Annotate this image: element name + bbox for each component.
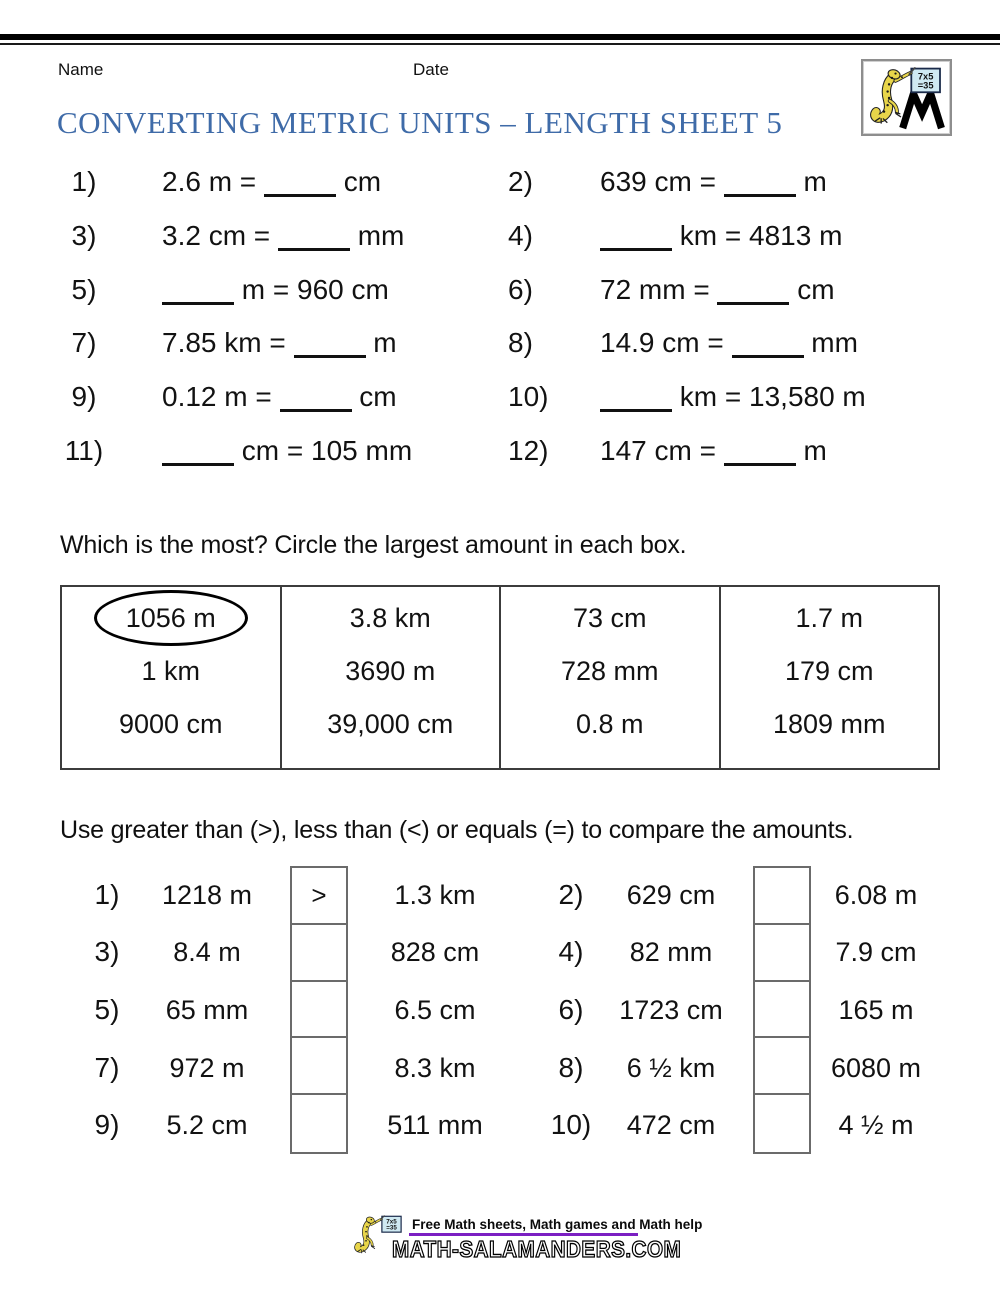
compare-left-value: 472 cm bbox=[626, 1110, 716, 1141]
top-rule-thick bbox=[0, 34, 1000, 40]
compare-right-value: 6.5 cm bbox=[394, 995, 476, 1025]
answer-blank[interactable] bbox=[162, 457, 234, 466]
amount-item: 1 km bbox=[141, 656, 200, 686]
footer-tagline: Free Math sheets, Math games and Math help bbox=[412, 1217, 703, 1232]
answer-blank[interactable] bbox=[162, 296, 234, 305]
problem-number: 5) bbox=[71, 273, 97, 305]
compare-left-value: 5.2 cm bbox=[166, 1110, 248, 1141]
problem-equation: m = 960 cm bbox=[162, 273, 389, 307]
problem-equation: 7.85 km = m bbox=[162, 327, 397, 359]
compare-left-value: 6 ½ km bbox=[626, 1052, 716, 1083]
problem-number: 9) bbox=[71, 381, 97, 413]
answer-box-cell[interactable] bbox=[755, 925, 809, 982]
circle-annotation bbox=[94, 590, 248, 646]
compare-number: 4) bbox=[558, 936, 584, 968]
compare-right-value: 511 mm bbox=[387, 1110, 483, 1141]
answer-blank[interactable] bbox=[280, 403, 352, 412]
comparison-symbol: > bbox=[311, 879, 327, 910]
problem-equation: 639 cm = m bbox=[600, 166, 827, 197]
amount-item: 179 cm bbox=[784, 656, 874, 686]
problem-number: 7) bbox=[71, 327, 97, 359]
page-title: CONVERTING METRIC UNITS – LENGTH SHEET 5 bbox=[57, 105, 783, 140]
amount-box bbox=[499, 587, 719, 768]
problem-number: 12) bbox=[508, 435, 549, 466]
problem-equation: 0.12 m = cm bbox=[162, 381, 397, 413]
amount-item: 0.8 m bbox=[575, 709, 644, 739]
answer-blank[interactable] bbox=[600, 242, 672, 251]
problem-number: 10) bbox=[508, 381, 549, 413]
problem-number: 11) bbox=[64, 435, 104, 466]
answer-blank[interactable] bbox=[717, 296, 789, 305]
salamander-icon bbox=[867, 65, 947, 131]
name-label: Name bbox=[58, 60, 104, 79]
compare-number: 10) bbox=[550, 1109, 592, 1141]
amount-box bbox=[719, 587, 939, 768]
problem-number: 1) bbox=[71, 166, 97, 197]
compare-right-value: 6080 m bbox=[830, 1052, 922, 1083]
problem-number: 3) bbox=[71, 219, 97, 251]
compare-instruction: Use greater than (>), less than (<) or equals (=) to compare the amounts. bbox=[60, 816, 854, 844]
problem-equation: cm = 105 mm bbox=[162, 434, 412, 468]
amount-item: 728 mm bbox=[560, 656, 659, 686]
compare-right-value: 165 m bbox=[838, 995, 914, 1025]
answer-blank[interactable] bbox=[732, 349, 804, 358]
amount-item: 1056 m bbox=[125, 603, 216, 633]
compare-left-value: 82 mm bbox=[629, 937, 713, 968]
compare-right-value: 828 cm bbox=[390, 937, 480, 968]
amount-item: 9000 cm bbox=[118, 709, 223, 739]
compare-left-value: 1723 cm bbox=[619, 995, 723, 1025]
amount-box bbox=[280, 587, 500, 768]
amount-box bbox=[62, 587, 280, 768]
amount-item: 3.8 km bbox=[349, 603, 431, 633]
answer-box-cell[interactable] bbox=[292, 982, 346, 1039]
compare-number: 3) bbox=[94, 936, 120, 968]
compare-right-value: 1.3 km bbox=[394, 879, 476, 910]
compare-right-value: 7.9 cm bbox=[835, 937, 917, 968]
compare-left-value: 65 mm bbox=[165, 995, 249, 1025]
answer-blank[interactable] bbox=[724, 457, 796, 466]
answer-blank[interactable] bbox=[264, 188, 336, 197]
compare-left-value: 1218 m bbox=[161, 879, 253, 910]
problem-equation: km = 13,580 m bbox=[600, 380, 866, 414]
amount-item: 1809 mm bbox=[772, 709, 886, 739]
problem-equation: 3.2 cm = mm bbox=[162, 219, 405, 251]
answer-box-cell[interactable] bbox=[292, 1038, 346, 1095]
answer-box-cell[interactable] bbox=[292, 868, 346, 925]
corner-logo bbox=[861, 59, 952, 136]
problem-number: 4) bbox=[508, 219, 533, 251]
answer-box-cell[interactable] bbox=[292, 1095, 346, 1152]
footer-site: MATH-SALAMANDERS.COM bbox=[392, 1236, 682, 1262]
compare-number: 7) bbox=[94, 1051, 120, 1083]
amount-item: 3690 m bbox=[345, 656, 436, 686]
amount-item: 39,000 cm bbox=[327, 709, 454, 739]
answer-blank[interactable] bbox=[278, 242, 350, 251]
problem-equation: 2.6 m = cm bbox=[162, 166, 382, 197]
problem-equation: 72 mm = cm bbox=[600, 273, 835, 305]
problem-equation: km = 4813 m bbox=[600, 219, 842, 253]
compare-number: 1) bbox=[94, 878, 120, 910]
amount-item: 73 cm bbox=[572, 603, 647, 633]
answer-box-cell[interactable] bbox=[292, 925, 346, 982]
problem-equation: 147 cm = m bbox=[600, 435, 827, 466]
compare-right-value: 4 ½ m bbox=[838, 1110, 914, 1141]
answer-box-column-left bbox=[290, 866, 348, 1154]
answer-box-cell[interactable] bbox=[755, 982, 809, 1039]
problem-number: 6) bbox=[508, 273, 533, 305]
compare-number: 5) bbox=[94, 994, 120, 1025]
compare-number: 9) bbox=[94, 1109, 120, 1141]
date-label: Date bbox=[413, 60, 449, 79]
answer-box-cell[interactable] bbox=[755, 868, 809, 925]
top-rule-thin bbox=[0, 43, 1000, 45]
problem-equation: 14.9 cm = mm bbox=[600, 327, 858, 359]
amount-item: 1.7 m bbox=[795, 603, 864, 633]
largest-table bbox=[60, 585, 940, 770]
answer-blank[interactable] bbox=[294, 349, 366, 358]
largest-instruction: Which is the most? Circle the largest amount in each box. bbox=[60, 531, 687, 559]
compare-left-value: 8.4 m bbox=[173, 937, 241, 968]
answer-blank[interactable] bbox=[724, 188, 796, 197]
compare-right-value: 6.08 m bbox=[834, 879, 918, 910]
answer-box-cell[interactable] bbox=[755, 1038, 809, 1095]
problem-number: 8) bbox=[508, 327, 533, 359]
compare-left-value: 629 cm bbox=[626, 879, 716, 910]
answer-box-column-right bbox=[753, 866, 811, 1154]
compare-number: 6) bbox=[558, 994, 584, 1025]
compare-number: 2) bbox=[558, 878, 584, 910]
problem-number: 2) bbox=[508, 166, 533, 197]
answer-blank[interactable] bbox=[600, 403, 672, 412]
compare-left-value: 972 m bbox=[169, 1052, 245, 1083]
answer-box-cell[interactable] bbox=[755, 1095, 809, 1152]
compare-number: 8) bbox=[558, 1051, 584, 1083]
compare-right-value: 8.3 km bbox=[394, 1052, 476, 1083]
